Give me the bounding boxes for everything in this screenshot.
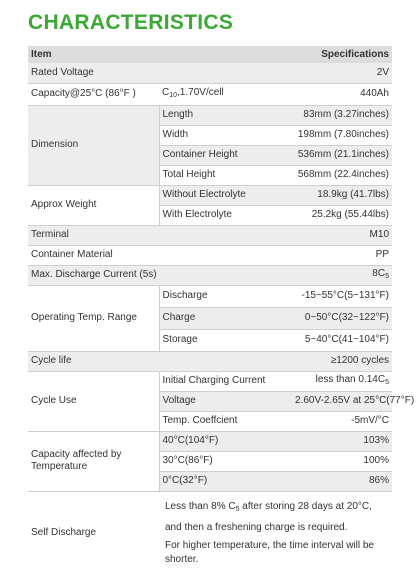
row-label: Dimension bbox=[28, 105, 159, 185]
capacity-temp-name: 40°C(104°F) bbox=[159, 431, 292, 451]
temp-value: 5~40°C(41~104°F) bbox=[292, 329, 392, 351]
cycle-use-value: less than $0.14C_5$ bbox=[292, 371, 392, 391]
table-row-cycle-life bbox=[28, 351, 392, 371]
table-row-dimension bbox=[28, 105, 392, 125]
capacity-temp-value: 100% bbox=[292, 451, 392, 471]
header-specifications: Specifications bbox=[292, 46, 392, 63]
temp-value: -15~55°C(5~131°F) bbox=[292, 285, 392, 307]
dimension-name: Width bbox=[159, 125, 292, 145]
dimension-value: 568mm (22.4inches) bbox=[292, 165, 392, 185]
weight-value: 18.9kg (41.7lbs) bbox=[292, 185, 392, 205]
temp-name: Storage bbox=[159, 329, 292, 351]
temp-name: Charge bbox=[159, 307, 292, 329]
dimension-name: Length bbox=[159, 105, 292, 125]
row-value: $8C_5$ bbox=[292, 265, 392, 285]
table-row-capacity-temp bbox=[28, 431, 392, 451]
cycle-use-value: -5mV/°C bbox=[292, 411, 392, 431]
page-title: CHARACTERISTICS bbox=[28, 11, 234, 34]
dimension-value: 83mm (3.27inches) bbox=[292, 105, 392, 125]
self-discharge-line: Less than 8% $C_5$ after storing 28 days at 20°C, bbox=[165, 500, 372, 513]
self-discharge-line: For higher temperature, the time interval will be shorter. bbox=[165, 539, 374, 565]
row-condition: $C_{10},1.70V$/cell bbox=[159, 83, 292, 105]
table-row-operating-temp bbox=[28, 285, 392, 307]
dimension-value: 536mm (21.1inches) bbox=[292, 145, 392, 165]
table-row-weight bbox=[28, 185, 392, 205]
table-row-capacity bbox=[28, 83, 392, 105]
cycle-use-name: Temp. Coeffcient bbox=[159, 411, 292, 431]
characteristics-table bbox=[28, 46, 415, 575]
row-label: Max. Discharge Current (5s) bbox=[28, 265, 159, 285]
table-row-terminal bbox=[28, 225, 392, 245]
temp-name: Discharge bbox=[159, 285, 292, 307]
row-value: 440Ah bbox=[292, 83, 392, 105]
row-label: Capacity affected by Temperature bbox=[28, 431, 159, 491]
dimension-value: 198mm (7.80inches) bbox=[292, 125, 392, 145]
weight-value: 25.2kg (55.44lbs) bbox=[292, 205, 392, 225]
table-row-max-discharge bbox=[28, 265, 392, 285]
row-value: PP bbox=[292, 245, 392, 265]
table-header-row bbox=[28, 46, 392, 63]
row-label: Approx Weight bbox=[28, 185, 159, 225]
table-row-cycle-use bbox=[28, 371, 392, 391]
weight-name: With Electrolyte bbox=[159, 205, 292, 225]
capacity-temp-name: 30°C(86°F) bbox=[159, 451, 292, 471]
row-value: M10 bbox=[292, 225, 392, 245]
dimension-name: Container Height bbox=[159, 145, 292, 165]
capacity-temp-value: 86% bbox=[292, 471, 392, 491]
row-label: Rated Voltage bbox=[28, 63, 159, 83]
capacity-temp-name: 0°C(32°F) bbox=[159, 471, 292, 491]
row-label: Operating Temp. Range bbox=[28, 285, 159, 351]
table-row-rated-voltage bbox=[28, 63, 392, 83]
row-label: Self Discharge bbox=[28, 491, 159, 575]
capacity-temp-value: 103% bbox=[292, 431, 392, 451]
table-row-self-discharge bbox=[28, 491, 392, 575]
row-value: 2V bbox=[292, 63, 392, 83]
cycle-use-name: Initial Charging Current bbox=[159, 371, 292, 391]
row-label: Terminal bbox=[28, 225, 159, 245]
temp-value: 0~50°C(32~122°F) bbox=[292, 307, 392, 329]
row-value: ≥1200 cycles bbox=[292, 351, 392, 371]
row-label: Container Material bbox=[28, 245, 159, 265]
row-label: Cycle Use bbox=[28, 371, 159, 431]
header-item: Item bbox=[28, 46, 159, 63]
row-label: Capacity@25°C (86°F ) bbox=[28, 83, 159, 105]
row-label: Cycle life bbox=[28, 351, 159, 371]
self-discharge-text bbox=[159, 491, 392, 575]
dimension-name: Total Height bbox=[159, 165, 292, 185]
weight-name: Without Electrolyte bbox=[159, 185, 292, 205]
cycle-use-name: Voltage bbox=[159, 391, 292, 411]
cycle-use-value: 2.60V-2.65V at 25°C(77°F) bbox=[292, 391, 392, 411]
self-discharge-line: and then a freshening charge is required. bbox=[165, 521, 348, 533]
table-row-container bbox=[28, 245, 392, 265]
